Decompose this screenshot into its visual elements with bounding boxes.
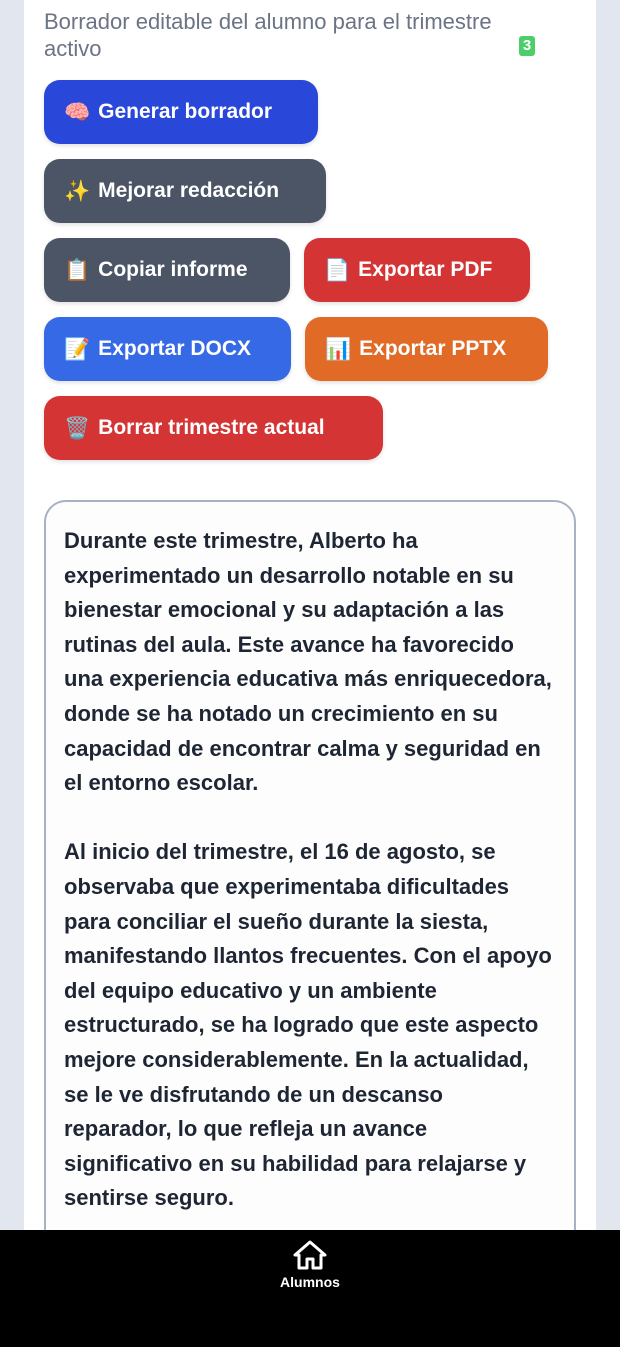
- improve-writing-button[interactable]: [44, 159, 326, 223]
- export-pptx-label: Exportar PPTX: [359, 337, 507, 360]
- section-subtitle: Borrador editable del alumno para el trimestre activo: [44, 9, 492, 61]
- bar-chart-icon: 📊: [325, 336, 352, 361]
- nav-item-alumnos[interactable]: [260, 1240, 360, 1290]
- delete-term-label: Borrar trimestre actual: [98, 416, 325, 439]
- count-badge: 3: [519, 36, 535, 56]
- generate-draft-label: Generar borrador: [98, 100, 273, 123]
- export-pdf-button[interactable]: [304, 238, 530, 302]
- generate-draft-button[interactable]: [44, 80, 318, 144]
- nav-label-alumnos: Alumnos: [280, 1274, 340, 1290]
- brain-icon: 🧠: [64, 99, 91, 124]
- export-docx-label: Exportar DOCX: [98, 337, 252, 360]
- bottom-nav-bar: [0, 1230, 620, 1347]
- report-paragraph: Durante este trimestre, Alberto ha experimentado un desarrollo notable en su bienestar emocional y su adaptación a las rutinas del aula. Este avance ha favorecido una experiencia educativa más enriquecedora, donde se ha notado un crecimiento en su capacidad de encontrar calma y seguridad en el entorno escolar.: [64, 528, 552, 796]
- sparkles-icon: ✨: [64, 178, 91, 203]
- copy-report-button[interactable]: [44, 238, 290, 302]
- delete-term-button[interactable]: [44, 396, 383, 460]
- export-docx-button[interactable]: [44, 317, 291, 381]
- home-icon: [293, 1240, 327, 1270]
- clipboard-icon: 📋: [64, 257, 91, 282]
- document-icon: 📄: [324, 257, 351, 282]
- report-paragraph: Al inicio del trimestre, el 16 de agosto, se observaba que experimentaba dificultades para conciliar el sueño durante la siesta, manifestando llantos frecuentes. Con el apoyo del equipo educativo y un ambiente estructurado, se ha logrado que este aspecto mejore considerablemente. En la actualidad, se le ve disfrutando de un descanso reparador, lo que refleja un avance significativo en su habilidad para relajarse y sentirse seguro.: [64, 839, 552, 1211]
- export-pdf-label: Exportar PDF: [358, 258, 493, 281]
- trash-icon: 🗑️: [64, 415, 91, 440]
- report-text-editor[interactable]: [44, 500, 576, 1260]
- report-card: [24, 0, 596, 1240]
- copy-report-label: Copiar informe: [98, 258, 248, 281]
- improve-writing-label: Mejorar redacción: [98, 179, 280, 202]
- export-pptx-button[interactable]: [305, 317, 548, 381]
- memo-icon: 📝: [64, 336, 91, 361]
